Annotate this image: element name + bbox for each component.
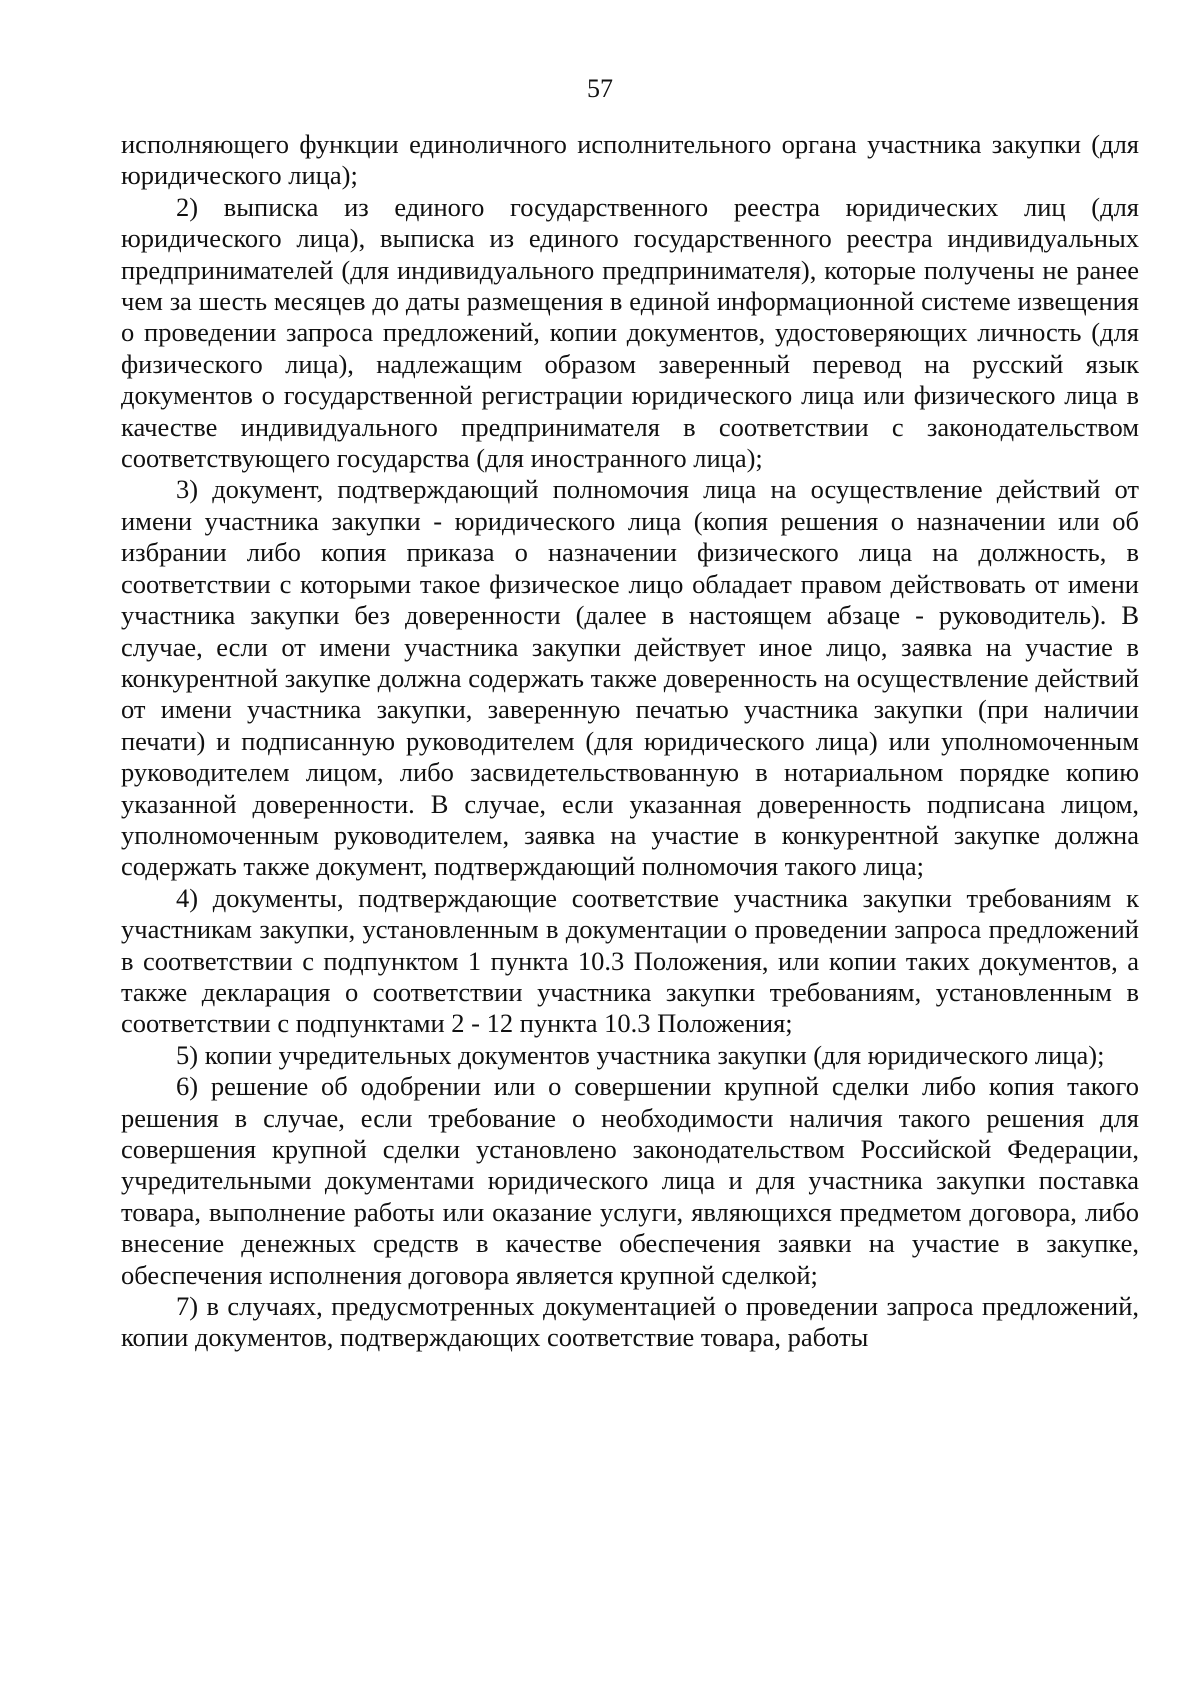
paragraph-item-2: 2) выписка из единого государственного реестра юридических лиц (для юридического лица), выписка из единого государственного реестра индивидуальных предпринимателей (для индивидуального предпринимателя), которые получены не ранее чем за шесть месяцев до даты размещения в единой информационной системе извещения о проведении запроса предложений, копии документов, удостоверяющих личность (для физического лица), надлежащим образом заверенный перевод на русский язык документов о государственной регистрации юридического лица или физического лица в качестве индивидуального предпринимателя в соответствии с законодательством соответствующего государства (для иностранного лица); (121, 191, 1139, 474)
paragraph-item-3: 3) документ, подтверждающий полномочия лица на осуществление действий от имени участника закупки - юридического лица (копия решения о назначении или об избрании либо копия приказа о назначении физического лица на должность, в соответствии с которыми такое физическое лицо обладает правом действовать от имени участника закупки без доверенности (далее в настоящем абзаце - руководитель). В случае, если от имени участника закупки действует иное лицо, заявка на участие в конкурентной закупке должна содержать также доверенность на осуществление действий от имени участника закупки, заверенную печатью участника закупки (при наличии печати) и подписанную руководителем (для юридического лица) или уполномоченным руководителем лицом, либо засвидетельствованную в нотариальном порядке копию указанной доверенности. В случае, если указанная доверенность подписана лицом, уполномоченным руководителем, заявка на участие в конкурентной закупке должна содержать также документ, подтверждающий полномочия такого лица; (121, 474, 1139, 882)
paragraph-item-7: 7) в случаях, предусмотренных документацией о проведении запроса предложений, копии документов, подтверждающих соответствие товара, работы (121, 1291, 1139, 1353)
document-body (121, 129, 1139, 1354)
paragraph-item-6: 6) решение об одобрении или о совершении крупной сделки либо копия такого решения в случае, если требование о необходимости наличия такого решения для совершения крупной сделки установлено законодательством Российской Федерации, учредительными документами юридического лица и для участника закупки поставка товара, выполнение работы или оказание услуги, являющихся предметом договора, либо внесение денежных средств в качестве обеспечения заявки на участие в закупке, обеспечения исполнения договора является крупной сделкой; (121, 1071, 1139, 1290)
paragraph-item-5: 5) копии учредительных документов участника закупки (для юридического лица); (176, 1039, 1105, 1070)
paragraph-item-4: 4) документы, подтверждающие соответствие участника закупки требованиям к участникам закупки, установленным в документации о проведении запроса предложений в соответствии с подпунктом 1 пункта 10.3 Положения, или копии таких документов, а также декларация о соответствии участника закупки требованиям, установленным в соответствии с подпунктами 2 - 12 пункта 10.3 Положения; (121, 882, 1139, 1039)
page-number: 57 (587, 74, 613, 103)
paragraph-continuation: исполняющего функции единоличного исполнительного органа участника закупки (для юридического лица); (121, 129, 1139, 191)
